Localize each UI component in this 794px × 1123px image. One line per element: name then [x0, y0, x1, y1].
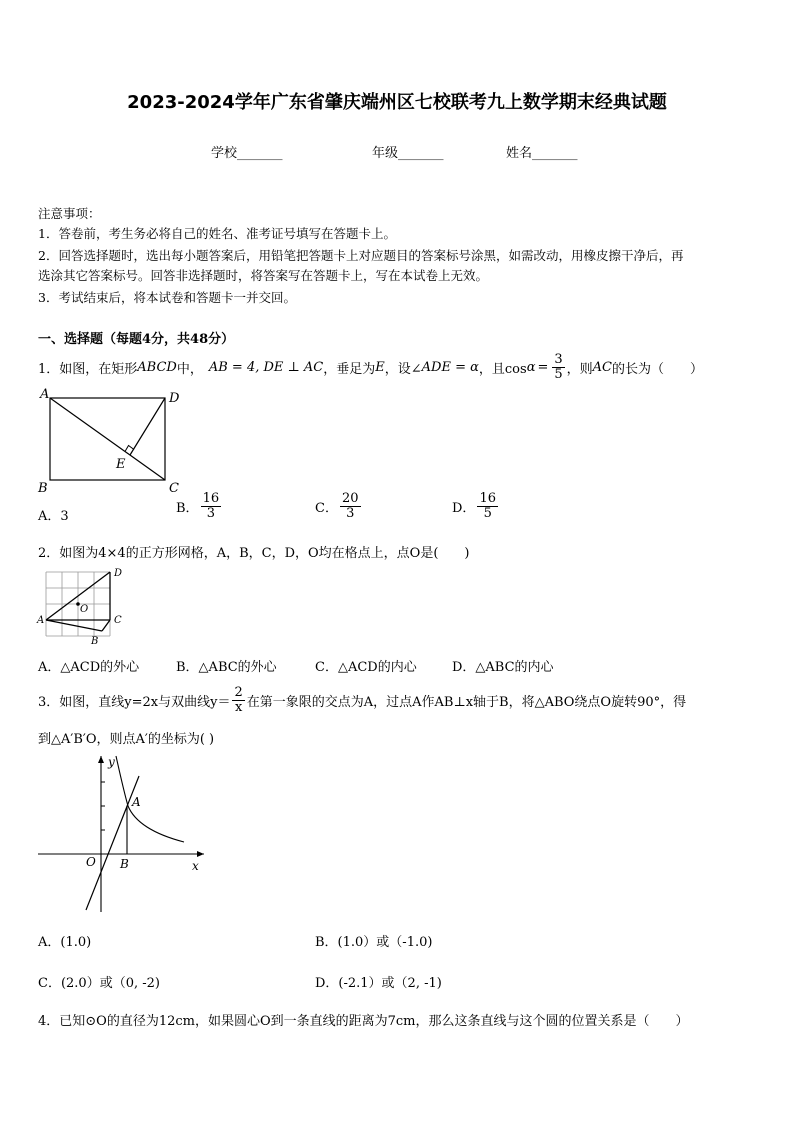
q2-grid-figure [34, 564, 134, 648]
q1-text-mid1: 中， [176, 361, 203, 377]
q1-option-c-label: C． [315, 500, 338, 516]
q3-y-arrow [98, 756, 104, 763]
q3-x-arrow [197, 851, 204, 857]
q1-alpha: α [526, 359, 536, 375]
notice-item-3: 3．考试结束后，将本试卷和答题卡一并交回。 [38, 290, 296, 305]
q1-text-mid3: ，设∠ [384, 361, 422, 377]
q2-label-b: B [91, 636, 99, 647]
q1-cos-fraction [552, 353, 564, 381]
q1-option-d-den: 5 [483, 505, 492, 521]
q1-option-a[interactable]: A．3 [38, 509, 69, 524]
q3-text-pre: 3．如图，直线y=2x与双曲线y＝ [38, 694, 231, 710]
q3-option-a[interactable]: A．(1.0) [38, 935, 92, 950]
school-field[interactable]: 学校_______ [211, 146, 283, 161]
q1-option-c-fraction [340, 492, 361, 520]
q1-rect-name: ABCD [137, 359, 177, 375]
question-2-stem: 2．如图为4×4的正方形网格，A，B，C，D，O均在格点上，点O是( ) [38, 546, 470, 561]
q2-option-c[interactable]: C．△ACD的内心 [315, 660, 417, 675]
question-3-stem-line2: 到△A′B′O，则点A′的坐标为( ) [38, 732, 215, 747]
q1-text-mid4: ，且cos [478, 361, 527, 377]
name-field[interactable]: 姓名_______ [506, 146, 578, 161]
q1-option-c[interactable] [315, 492, 363, 520]
q1-angle: ADE = α [421, 359, 479, 375]
notice-item-2: 2．回答选择题时，选出每小题答案后，用铅笔把答题卡上对应题目的答案标号涂黑，如需改动，用橡皮擦干净后，再 [38, 248, 684, 263]
q1-diagonal-ac [50, 398, 165, 480]
q1-option-d-label: D． [452, 500, 476, 516]
q3-hyperbola [116, 756, 184, 842]
q3-text-post: 在第一象限的交点为A，过点A作AB⊥x轴于B，将△ABO绕点O旋转90°，得 [246, 694, 687, 710]
question-3-stem [38, 682, 686, 718]
q2-segment-bc [102, 620, 110, 631]
q3-label-y: y [108, 755, 115, 769]
notice-item-1: 1．答卷前，考生务必将自己的姓名、准考证号填写在答题卡上。 [38, 226, 396, 241]
q1-text-mid2: ，垂足为 [323, 361, 376, 377]
page-title: 2023-2024学年广东省肇庆端州区七校联考九上数学期末经典试题 [127, 92, 667, 113]
q3-graph-figure [34, 752, 214, 917]
q3-label-a: A [132, 795, 141, 809]
q3-tick-marks [101, 782, 105, 830]
q3-label-b: B [120, 857, 129, 871]
q2-label-o: O [80, 604, 89, 615]
q1-option-d[interactable] [452, 492, 500, 520]
q1-label-c: C [169, 481, 179, 496]
q3-numerator: 2 [234, 684, 243, 700]
question-1-stem [38, 350, 703, 384]
notice-item-2-cont: 选涂其它答案标号。回答非选择题时，将答案写在答题卡上，写在本试卷上无效。 [38, 268, 489, 283]
q1-segment-de [130, 398, 165, 455]
q1-option-b[interactable] [176, 492, 223, 520]
q1-cos-numerator: 3 [554, 351, 563, 367]
q3-option-b[interactable]: B．(1.0）或（-1.0) [315, 935, 433, 950]
q1-ac: AC [592, 359, 613, 375]
notice-heading: 注意事项： [38, 206, 101, 221]
q1-cos-denominator: 5 [554, 366, 563, 382]
q1-option-b-fraction [201, 492, 222, 520]
q3-denominator: x [234, 699, 243, 715]
q2-label-c: C [114, 615, 122, 626]
section-heading: 一、选择题（每题4分，共48分） [38, 332, 235, 347]
q2-label-d: D [114, 568, 123, 579]
q1-foot-point: E [375, 359, 385, 375]
grade-field[interactable]: 年级_______ [372, 146, 444, 161]
q1-option-b-den: 3 [206, 505, 215, 521]
q1-label-d: D [169, 391, 180, 406]
question-4-stem: 4．已知⊙O的直径为12cm，如果圆心O到一条直线的距离为7cm，那么这条直线与这个圆的位置关系是（ ） [38, 1014, 689, 1029]
q1-option-b-num: 16 [202, 491, 220, 506]
q1-option-b-label: B． [176, 500, 199, 516]
q2-option-a[interactable]: A．△ACD的外心 [38, 660, 140, 675]
q1-text-pre: 1．如图，在矩形 [38, 361, 138, 377]
q2-label-a: A [37, 615, 45, 626]
q3-option-d[interactable]: D．(-2.1）或（2, -1) [315, 976, 442, 991]
q1-option-c-den: 3 [346, 505, 355, 521]
q1-condition: AB = 4, DE ⊥ AC [208, 359, 324, 375]
q1-option-c-num: 20 [341, 491, 359, 506]
q1-label-b: B [38, 481, 48, 496]
q1-option-d-num: 16 [479, 491, 496, 506]
q1-option-d-fraction [477, 492, 498, 520]
q3-option-c[interactable]: C．(2.0）或（0, -2) [38, 976, 160, 991]
q1-label-a: A [40, 387, 50, 402]
q1-text-mid5: ，则 [566, 361, 593, 377]
q2-option-b[interactable]: B．△ABC的外心 [176, 660, 277, 675]
q1-text-post: 的长为（ ） [612, 361, 704, 377]
q1-equals: = [537, 359, 549, 375]
q3-label-o: O [86, 855, 96, 869]
q2-option-d[interactable]: D．△ABC的内心 [452, 660, 554, 675]
q1-rectangle-figure [30, 384, 190, 498]
q1-label-e: E [116, 457, 126, 472]
q3-label-x: x [192, 859, 199, 873]
q3-fraction [232, 686, 244, 714]
